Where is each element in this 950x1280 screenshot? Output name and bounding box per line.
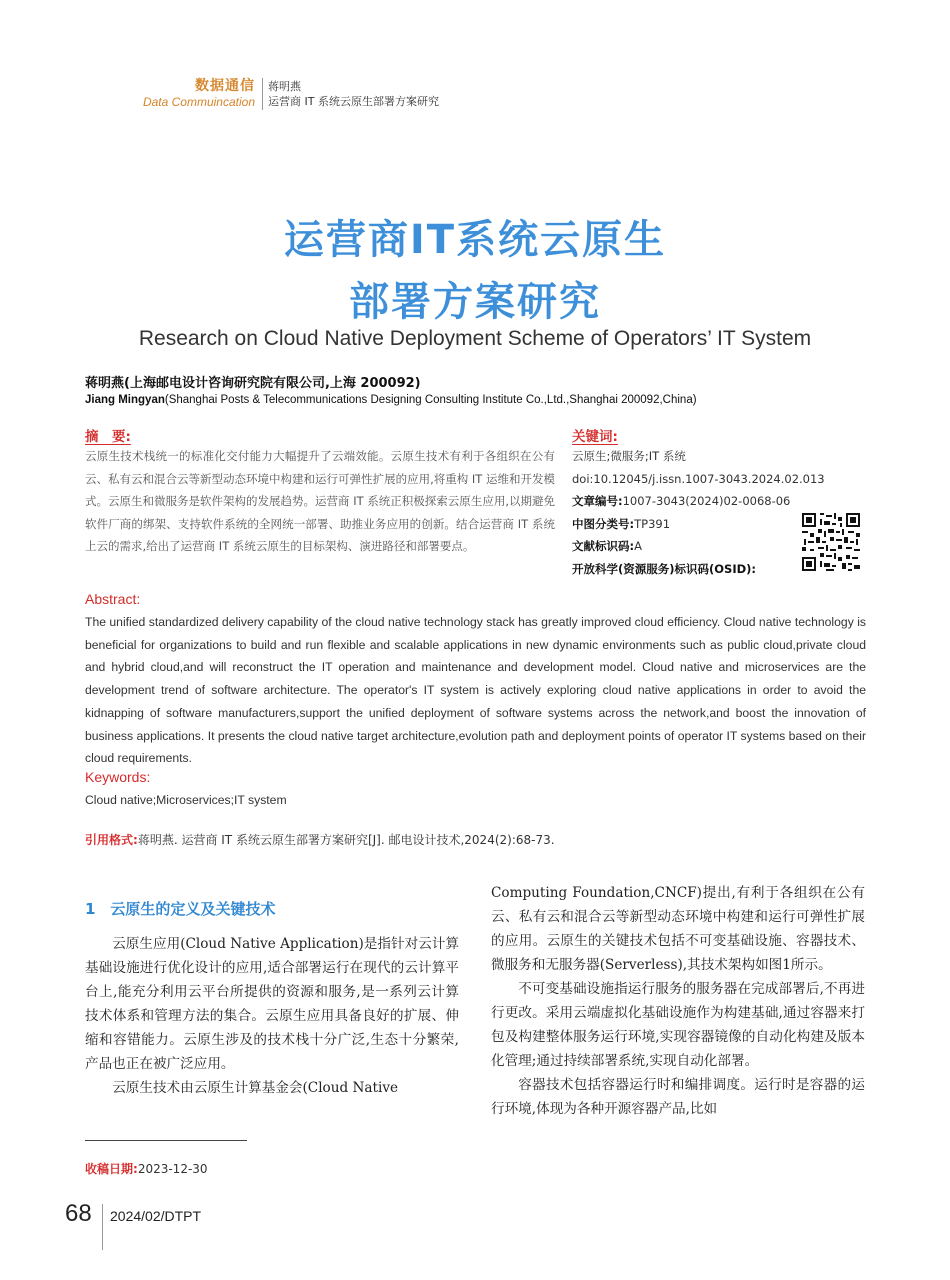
body-paragraph: 不可变基础设施指运行服务的服务器在完成部署后,不再进行更改。采用云端虚拟化基础设施作为构建基础,通过容器来打包及构建整体服务运行环境,实现容器镜像的自动化构建及版本化管理;通过持续部署系统,实现自动化部署。 [491,981,865,1069]
title-line-1: 运营商IT系统云原生 [283,217,667,263]
running-header [268,79,439,109]
doc-code-label: 文献标识码: [572,539,635,553]
keywords-en-label: Keywords: [85,769,151,785]
clc-value: TP391 [634,516,671,531]
abstract-cn-text: 云原生技术栈统一的标准化交付能力大幅提升了云端效能。云原生技术有利于各组织在公有云、私有云和混合云等新型动态环境中构建和运行可弹性扩展的应用,将重构 IT 运维和开发模式。云原生和微服务是软件架构的发展趋势。运营商 IT 系统正积极探索云原生应用,以期避免软件厂商的绑架、支持软件系统的全网统一部署、助推业务应用的创新。结合运营商 IT 系统上云的需求,给出了运营商 IT 系统云原生的目标架构、演进路径和部署要点。 [85,449,555,553]
journal-name-cn: 数据通信 [195,78,255,94]
article-number-value: 1007-3043(2024)02-0068-06 [622,494,791,508]
received-date-value: 2023-12-30 [137,1162,208,1176]
keywords-cn-label: 关键词: [572,429,618,445]
citation-text: 蒋明燕. 运营商 IT 系统云原生部署方案研究[J]. 邮电设计技术,2024(2):68-73. [137,833,555,847]
page-number: 68 [65,1200,92,1227]
footnote-divider [85,1140,247,1141]
journal-header [143,77,255,110]
author-en-name: Jiang Mingyan [85,394,165,406]
abstract-cn-label: 摘 要: [85,429,131,445]
abstract-en-text: The unified standardized delivery capability of the cloud native technology stack has greatly improved cloud efficiency. Cloud native technology is beneficial for organizations to build and run flexible and scalable applications in new dynamic environments such as public cloud,private cloud and hybrid cloud,and will reconstruct the IT operation and maintenance and development model. Cloud native and microservices are the development trend of software architecture. The operator's IT system is actively exploring cloud native applications in order to avoid the kidnapping of software manufacturers,support the unified deployment of software systems across the network,and boost the innovation of business applications. It presents the cloud native target architecture,evolution path and deployment points of operator IT systems based on their cloud requirements. [85,615,866,766]
body-left-column [85,932,459,1100]
body-paragraph: 云原生应用(Cloud Native Application)是指针对云计算基础设施进行优化设计的应用,适合部署运行在现代的云计算平台上,能充分利用云平台所提供的资源和服务,是一系列云计算技术体系和管理方法的集合。云原生应用具备良好的扩展、伸缩和容错能力。云原生涉及的技术栈十分广泛,生态十分繁荣,产品也正在被广泛应用。 [85,936,459,1072]
body-paragraph: 容器技术包括容器运行时和编排调度。运行时是容器的运行环境,体现为各种开源容器产品,比如 [491,1077,865,1117]
abstract-en-label: Abstract: [85,591,141,607]
received-date [85,1160,208,1177]
footer-journal: 2024/02/DTPT [110,1208,202,1224]
paper-title [0,213,950,329]
body-paragraph: Computing Foundation,CNCF)提出,有利于各组织在公有云、私有云和混合云等新型动态环境中构建和运行可弹性扩展的应用。云原生的关键技术包括不可变基础设施、容器技术、微服务和无服务器(Serverless),其技术架构如图1所示。 [491,885,865,973]
journal-name-en: Data Commuincation [142,95,255,109]
body-right-column [491,881,865,1121]
footer-divider [102,1204,103,1250]
keywords-en-text: Cloud native;Microservices;IT system [85,793,287,807]
author-en [85,394,697,406]
citation-label: 引用格式: [85,833,138,847]
article-number [572,490,872,513]
title-line-2: 部署方案研究 [349,279,601,325]
osid-label: 开放科学(资源服务)标识码(OSID): [572,561,757,576]
header-divider [262,78,263,110]
running-title: 运营商 IT 系统云原生部署方案研究 [268,95,439,108]
received-date-label: 收稿日期: [85,1162,138,1176]
body-paragraph: 云原生技术由云原生计算基金会(Cloud Native [112,1080,399,1096]
author-cn: 蒋明燕(上海邮电设计咨询研究院有限公司,上海 200092) [85,376,421,391]
article-number-label: 文章编号: [572,494,623,508]
keywords-cn-text: 云原生;微服务;IT 系统 [572,449,686,463]
qr-code-icon[interactable] [800,511,862,573]
clc-label: 中图分类号: [572,516,635,531]
author-en-affiliation: (Shanghai Posts & Telecommunications Designing Consulting Institute Co.,Ltd.,Shanghai 200092,China) [164,394,697,406]
section-heading: 1 云原生的定义及关键技术 [85,900,276,918]
paper-title-english: Research on Cloud Native Deployment Scheme of Operators’ IT System [138,327,812,350]
running-author: 蒋明燕 [268,80,301,93]
citation [85,831,555,848]
doc-code-value: A [634,539,642,553]
doi[interactable]: doi:10.12045/j.issn.1007-3043.2024.02.013 [572,471,825,486]
